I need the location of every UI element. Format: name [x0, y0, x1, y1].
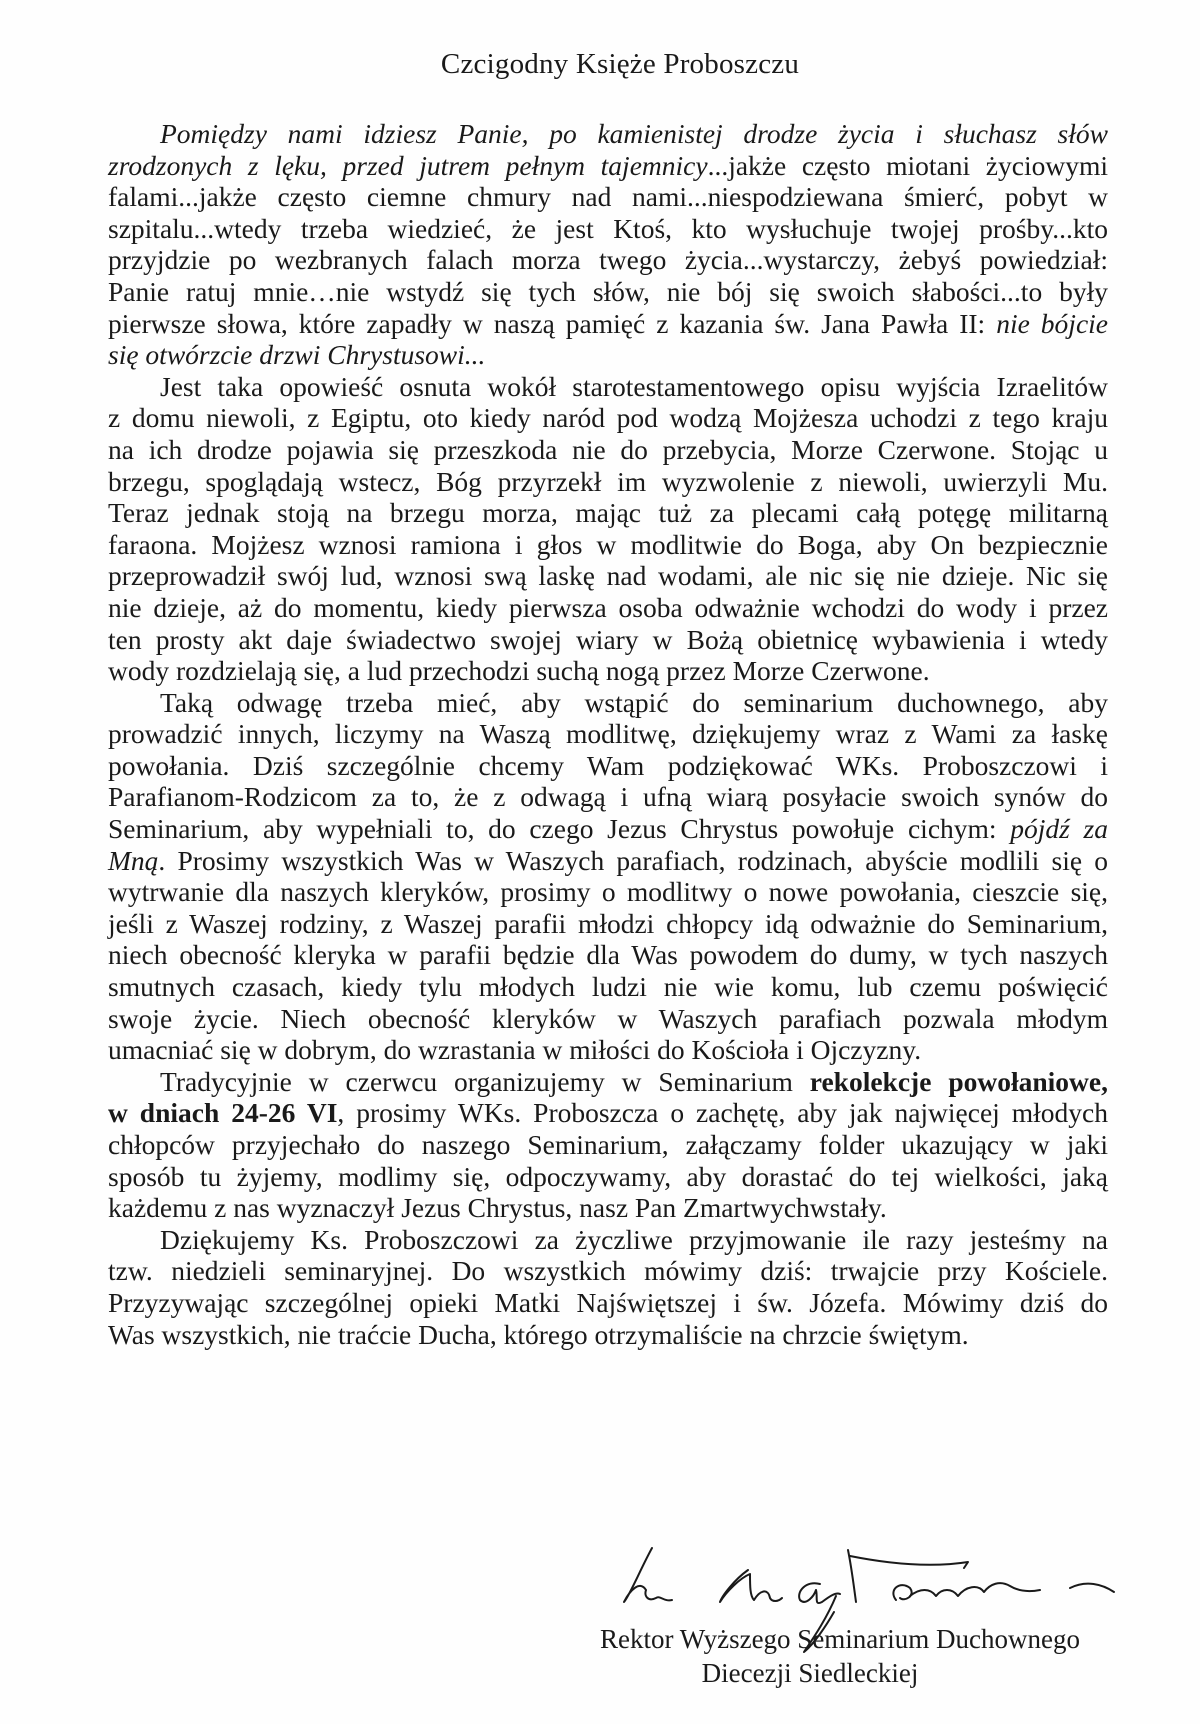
text-line [108, 655, 1108, 687]
text-segment: chłopców przyjechało do naszego Seminarium, załączamy folder ukazujący w jaki [108, 1129, 1108, 1160]
text-line [108, 1192, 1108, 1224]
italic-text: nie bójcie [996, 307, 1108, 339]
paragraph [108, 371, 1108, 687]
signature-title: Rektor Wyższego Seminarium Duchownego [599, 1624, 1080, 1654]
text-segment: z domu niewoli, z Egiptu, oto kiedy naród pod wodzą Mojżesza uchodzi z tego kraju [108, 402, 1108, 434]
text-segment: umacniać się w dobrym, do wzrastania w miłości do Kościoła i Ojczyzny. [108, 1034, 922, 1066]
text-segment: szpitalu...wtedy trzeba wiedzieć, że jest Ktoś, kto wysłuchuje twojej prośby...kto [108, 212, 1108, 244]
text-line [108, 845, 1108, 877]
text-segment: Teraz jednak stoją na brzegu morza, mając tuż za plecami całą potęgę militarną [108, 497, 1108, 529]
text-line [108, 1003, 1108, 1035]
text-segment: Przyzywając szczególnej opieki Matki Najświętszej i św. Józefa. Mówimy dziś do [108, 1286, 1108, 1318]
text-line [108, 1161, 1108, 1193]
paragraph [108, 118, 1108, 371]
text-segment: wytrwanie dla naszych kleryków, prosimy o modlitwy o nowe powołania, cieszcie się, [108, 876, 1108, 908]
text-segment: każdemu z nas wyznaczył Jezus Chrystus, nasz Pan Zmartwychwstały. [108, 1192, 887, 1224]
text-line [108, 781, 1108, 813]
text-line [108, 624, 1108, 656]
text-line [108, 1287, 1108, 1319]
text-line [108, 371, 1108, 403]
text-line [108, 1319, 1108, 1351]
text-segment: tzw. niedzieli seminaryjnej. Do wszystkich mówimy dziś: trwajcie przy Kościele. [108, 1255, 1108, 1287]
text-line [108, 560, 1108, 592]
text-line [108, 939, 1108, 971]
text-segment: jeśli z Waszej rodziny, z Waszej parafii młodzi chłopcy idą odważnie do Seminarium, [108, 907, 1108, 939]
text-segment: sposób tu żyjemy, modlimy się, odpoczywamy, aby dorastać do tej wielkości, jaką [108, 1160, 1108, 1192]
text-segment: Panie ratuj mnie…nie wstydź się tych słów, nie bój się swoich słabości...to były [108, 275, 1108, 307]
paragraph [108, 1066, 1108, 1224]
text-line [108, 118, 1108, 150]
paragraph [108, 687, 1108, 1066]
text-line [108, 592, 1108, 624]
text-segment: Tradycyjnie w czerwcu organizujemy w Seminarium [160, 1065, 810, 1097]
text-line [108, 813, 1108, 845]
signature-diocese: Diecezji Siedleckiej [701, 1658, 919, 1688]
text-line [108, 466, 1108, 498]
text-segment: Was wszystkich, nie traćcie Ducha, którego otrzymaliście na chrzcie świętym. [108, 1318, 969, 1350]
text-segment: ten prosty akt daje świadectwo swojej wiary w Bożą obietnicę wybawienia i wtedy [108, 623, 1108, 655]
text-line [108, 308, 1108, 340]
text-line [108, 876, 1108, 908]
text-line [108, 339, 1108, 371]
text-line [108, 1224, 1108, 1256]
italic-text: się otwórzcie drzwi Chrystusowi... [108, 339, 486, 371]
text-segment: na ich drodze pojawia się przeszkoda nie do przebycia, Morze Czerwone. Stojąc u [108, 433, 1108, 465]
text-line [108, 529, 1108, 561]
letter-body [108, 118, 1108, 1350]
text-segment: swoje życie. Niech obecność kleryków w Waszych parafiach pozwala młodym [108, 1002, 1108, 1034]
text-segment: niech obecność kleryka w parafii będzie dla Was powodem do dumy, w tych naszych [108, 939, 1108, 971]
text-line [108, 1097, 1108, 1129]
text-segment: powołania. Dziś szczególnie chcemy Wam podziękować WKs. Proboszczowi i [108, 749, 1108, 781]
text-line [108, 687, 1108, 719]
bold-text: w dniach 24-26 VI [108, 1097, 338, 1129]
text-segment: Jest taka opowieść osnuta wokół starotestamentowego opisu wyjścia Izraelitów [160, 370, 1108, 402]
text-segment: wody rozdzielają się, a lud przechodzi suchą nogą przez Morze Czerwone. [108, 655, 930, 687]
text-line [108, 434, 1108, 466]
italic-text: Pomiędzy nami idziesz Panie, po kamienistej drodze życia i słuchasz słów [160, 118, 1108, 149]
text-segment: Dziękujemy Ks. Proboszczowi za życzliwe przyjmowanie ile razy jesteśmy na [160, 1223, 1108, 1255]
italic-text: Mną [108, 844, 159, 876]
text-segment: pierwsze słowa, które zapadły w naszą pamięć z kazania św. Jana Pawła II: [108, 307, 997, 339]
text-segment: faraona. Mojżesz wznosi ramiona i głos w modlitwie do Boga, aby On bezpiecznie [108, 528, 1108, 560]
text-segment: smutnych czasach, kiedy tylu młodych ludzi nie wie komu, lub czemu poświęcić [108, 971, 1108, 1003]
italic-text: zrodzonych z lęku, przed jutrem pełnym tajemnicy [108, 149, 708, 181]
bold-text: rekolekcje powołaniowe, [809, 1065, 1108, 1097]
text-segment: przyjdzie po wezbranych falach morza twego życia...wystarczy, żebyś powiedział: [108, 244, 1108, 276]
salutation: Czcigodny Księże Proboszczu [440, 48, 800, 80]
text-segment: Seminarium, aby wypełniali to, do czego Jezus Chrystus powołuje cichym: [108, 813, 1011, 845]
text-line [108, 750, 1108, 782]
text-line [108, 1129, 1108, 1161]
text-segment: . Prosimy wszystkich Was w Waszych parafiach, rodzinach, abyście modlili się o [158, 844, 1108, 876]
text-line [108, 718, 1108, 750]
text-segment: prowadzić innych, liczymy na Waszą modlitwę, dziękujemy wraz z Wami za łaskę [108, 718, 1108, 750]
text-segment: falami...jakże często ciemne chmury nad nami...niespodziewana śmierć, pobyt w [108, 181, 1108, 213]
text-line [108, 908, 1108, 940]
text-line [108, 971, 1108, 1003]
text-line [108, 402, 1108, 434]
paragraph [108, 1224, 1108, 1350]
text-segment: przeprowadził swój lud, wznosi swą laskę nad wodami, ale nic się nie dzieje. Nic się [108, 560, 1108, 592]
text-segment: Taką odwagę trzeba mieć, aby wstąpić do seminarium duchownego, aby [160, 686, 1108, 718]
text-line [108, 150, 1108, 182]
text-line [108, 1034, 1108, 1066]
text-segment: nie dzieje, aż do momentu, kiedy pierwsza osoba odważnie wchodzi do wody i przez [108, 591, 1108, 623]
text-line [108, 497, 1108, 529]
text-segment: brzegu, spoglądają wstecz, Bóg przyrzekł im wyzwolenie z niewoli, uwierzyli Mu. [108, 465, 1108, 497]
text-line [108, 213, 1108, 245]
text-line [108, 181, 1108, 213]
text-segment: , prosimy WKs. Proboszcza o zachętę, aby jak najwięcej młodych [337, 1097, 1109, 1129]
text-line [108, 276, 1108, 308]
text-line [108, 1066, 1108, 1098]
italic-text: pójdź za [1010, 813, 1108, 845]
text-segment: Parafianom-Rodzicom za to, że z odwagą i ufną wiarą posyłacie swoich synów do [108, 781, 1108, 813]
text-line [108, 1255, 1108, 1287]
text-line [108, 244, 1108, 276]
text-segment: ...jakże często miotani życiowymi [707, 149, 1108, 181]
